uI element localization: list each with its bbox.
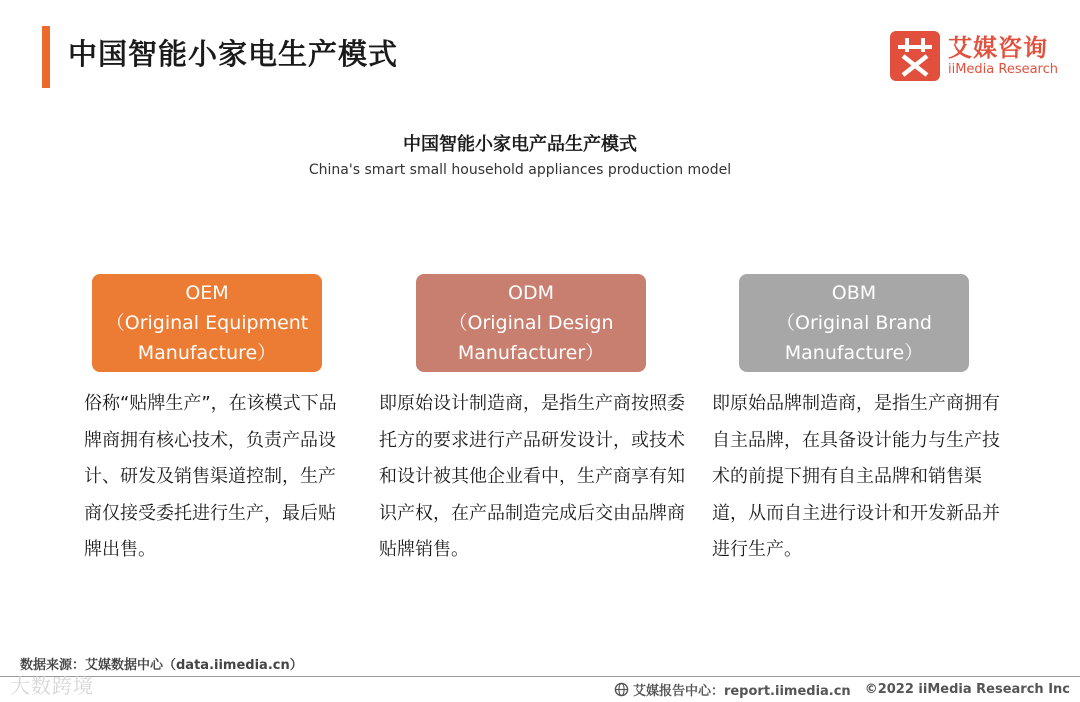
obm-description: 即原始品牌制造商，是指生产商拥有自主品牌，在具备设计能力与生产技术的前提下拥有自主品牌和销售渠道，从而自主进行设计和开发新品并进行生产。 [712,393,1000,560]
brand-logo [890,30,1058,82]
logo-english-name: iiMedia Research [947,62,1058,77]
obm-box [739,274,969,372]
copyright: ©2022 iiMedia Research Inc [864,682,1070,697]
ai-logo-icon [890,31,940,81]
data-source: 数据来源：艾媒数据中心（data.iimedia.cn） [20,658,303,673]
odm-fullname-line1: （Original Design [448,312,614,334]
globe-icon [614,682,629,697]
oem-box [92,274,322,372]
oem-abbr: OEM [185,282,229,304]
odm-abbr: ODM [508,282,554,304]
oem-description: 俗称“贴牌生产”，在该模式下品牌商拥有核心技术，负责产品设计、研发及销售渠道控制，生产商仅接受委托进行生产，最后贴牌出售。 [84,393,337,560]
odm-fullname-line2: Manufacturer） [457,342,605,364]
odm-box [416,274,646,372]
obm-fullname-line1: （Original Brand [776,312,932,334]
oem-fullname-line1: （Original Equipment [105,312,309,334]
oem-fullname-line2: Manufacture） [137,342,277,364]
obm-fullname-line2: Manufacture） [784,342,924,364]
diagram-title: 中国智能小家电产品生产模式 [403,134,637,155]
obm-abbr: OBM [831,282,877,304]
footer-divider [0,676,1080,677]
watermark: 大数跨境 [10,674,94,698]
logo-chinese-name: 艾媒咨询 [947,34,1048,62]
report-center-link[interactable]: 艾媒报告中心：report.iimedia.cn [632,684,851,699]
odm-description: 即原始设计制造商，是指生产商按照委托方的要求进行产品研发设计，或技术和设计被其他企业看中，生产商享有知识产权，在产品制造完成后交由品牌商贴牌销售。 [379,393,685,560]
title-accent-bar [42,26,50,88]
diagram-subtitle: China's smart small household appliances production model [308,162,732,178]
page-title: 中国智能小家电生产模式 [68,37,399,71]
footer-credits [614,680,1070,699]
